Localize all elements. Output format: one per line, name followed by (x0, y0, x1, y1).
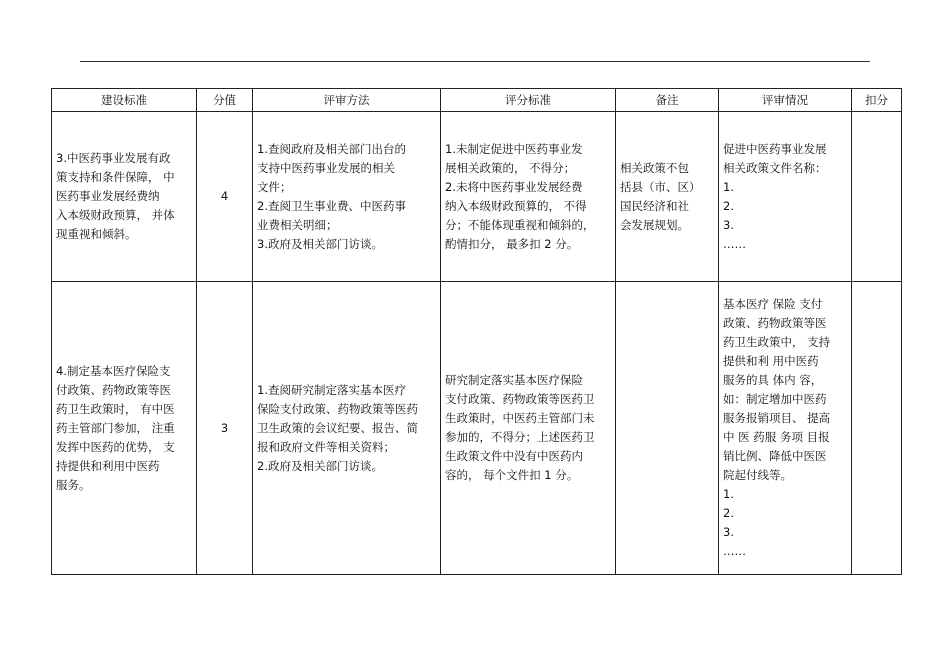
standard-cell (52, 112, 197, 282)
note-line: 国民经济和社 (620, 198, 689, 213)
review-line: 2. (723, 198, 734, 213)
header-note: 备注 (616, 89, 719, 112)
score-cell: 3 (197, 282, 253, 575)
note-line: 相关政策不包 (620, 160, 689, 175)
review-line: 药卫生政策中， 支持 (723, 335, 831, 349)
header-standard: 建设标准 (52, 89, 197, 112)
method-line: 3.政府及相关部门访谈。 (257, 236, 383, 251)
standard-line: 药卫生政策时， 有中医 (56, 401, 175, 416)
note-line: 括县（市、区） (620, 179, 701, 194)
method-line: 业费相关明细； (257, 217, 338, 232)
criteria-line: 支付政策、药物政策等医药卫 (445, 392, 595, 406)
review-line: 中 医 药服 务项 目报 (723, 430, 830, 444)
standard-line: 现重视和倾斜。 (56, 227, 137, 241)
note-cell (616, 282, 719, 575)
review-line: 2. (723, 506, 734, 520)
method-line: 报和政府文件等相关资料； (257, 439, 395, 454)
header-method: 评审方法 (253, 89, 441, 112)
table-row (52, 112, 902, 282)
header-criteria: 评分标准 (441, 89, 616, 112)
standard-line: 持提供和利用中医药 (56, 458, 160, 473)
criteria-line: 研究制定落实基本医疗保险 (445, 373, 583, 387)
criteria-line: 生政策文件中没有中医药内 (445, 449, 583, 463)
deduction-cell (852, 282, 902, 575)
review-line: 相关政策文件名称： (723, 160, 827, 175)
review-line: 如：制定增加中医药 (723, 392, 827, 406)
criteria-line: 参加的，不得分；上述医药卫 (445, 430, 595, 444)
table-row (52, 282, 902, 575)
method-line: 1.查阅研究制定落实基本医疗 (257, 382, 406, 397)
review-cell (719, 282, 852, 575)
standard-line: 发挥中医药的优势， 支 (56, 439, 175, 454)
review-line: 3. (723, 217, 734, 232)
criteria-line: 纳入本级财政预算的， 不得 (445, 198, 587, 213)
review-line: 服务的具 体内 容， (723, 373, 823, 387)
criteria-line: 展相关政策的， 不得分； (445, 160, 576, 175)
criteria-line: 1.未制定促进中医药事业发 (445, 141, 583, 156)
standard-line: 医药事业发展经费纳 (56, 189, 160, 203)
standard-line: 3.中医药事业发展有政 (56, 151, 171, 165)
header-row (52, 89, 902, 112)
review-line: 基本医疗 保险 支付 (723, 297, 823, 311)
review-line: 提供和利 用中医药 (723, 354, 819, 368)
method-line: 1.查阅政府及相关部门出台的 (257, 141, 406, 156)
note-cell (616, 112, 719, 282)
review-line: 服务报销项目、 提高 (723, 411, 831, 425)
method-line: 文件； (257, 179, 292, 194)
deduction-cell (852, 112, 902, 282)
standard-line: 4.制定基本医疗保险支 (56, 363, 171, 378)
standard-line: 服务。 (56, 477, 91, 492)
review-line: 销比例、降低中医医 (723, 449, 827, 463)
note-line: 会发展规划。 (620, 217, 689, 232)
criteria-line: 分；不能体现重视和倾斜的， (445, 217, 595, 232)
review-line: 促进中医药事业发展 (723, 141, 827, 156)
review-line: 院起付线等。 (723, 468, 792, 482)
criteria-line: 酌情扣分， 最多扣 2 分。 (445, 236, 579, 251)
standard-line: 策支持和条件保障， 中 (56, 170, 175, 184)
review-line: 1. (723, 179, 734, 194)
review-line: …… (723, 544, 746, 558)
criteria-cell (441, 112, 616, 282)
standard-cell (52, 282, 197, 575)
standard-line: 付政策、药物政策等医 (56, 382, 171, 397)
header-deduction: 扣分 (852, 89, 902, 112)
method-cell (253, 112, 441, 282)
score-cell: 4 (197, 112, 253, 282)
criteria-line: 生政策时，中医药主管部门未 (445, 411, 595, 425)
review-line: 1. (723, 487, 734, 501)
method-line: 2.政府及相关部门访谈。 (257, 458, 383, 473)
method-line: 2.查阅卫生事业费、中医药事 (257, 198, 406, 213)
standard-line: 入本级财政预算， 并体 (56, 208, 175, 222)
method-line: 卫生政策的会议纪要、报告、简 (257, 420, 418, 435)
standard-line: 药主管部门参加， 注重 (56, 420, 175, 435)
review-line: 3. (723, 525, 734, 539)
method-line: 保险支付政策、药物政策等医药 (257, 401, 418, 416)
method-line: 支持中医药事业发展的相关 (257, 160, 395, 175)
review-cell (719, 112, 852, 282)
review-line: 政策、药物政策等医 (723, 316, 827, 330)
criteria-line: 2.未将中医药事业发展经费 (445, 179, 583, 194)
header-score: 分值 (197, 89, 253, 112)
review-line: …… (723, 236, 746, 251)
criteria-cell (441, 282, 616, 575)
header-review: 评审情况 (719, 89, 852, 112)
header-rule (80, 61, 870, 62)
evaluation-table (51, 88, 902, 575)
method-cell (253, 282, 441, 575)
criteria-line: 容的， 每个文件扣 1 分。 (445, 468, 579, 482)
